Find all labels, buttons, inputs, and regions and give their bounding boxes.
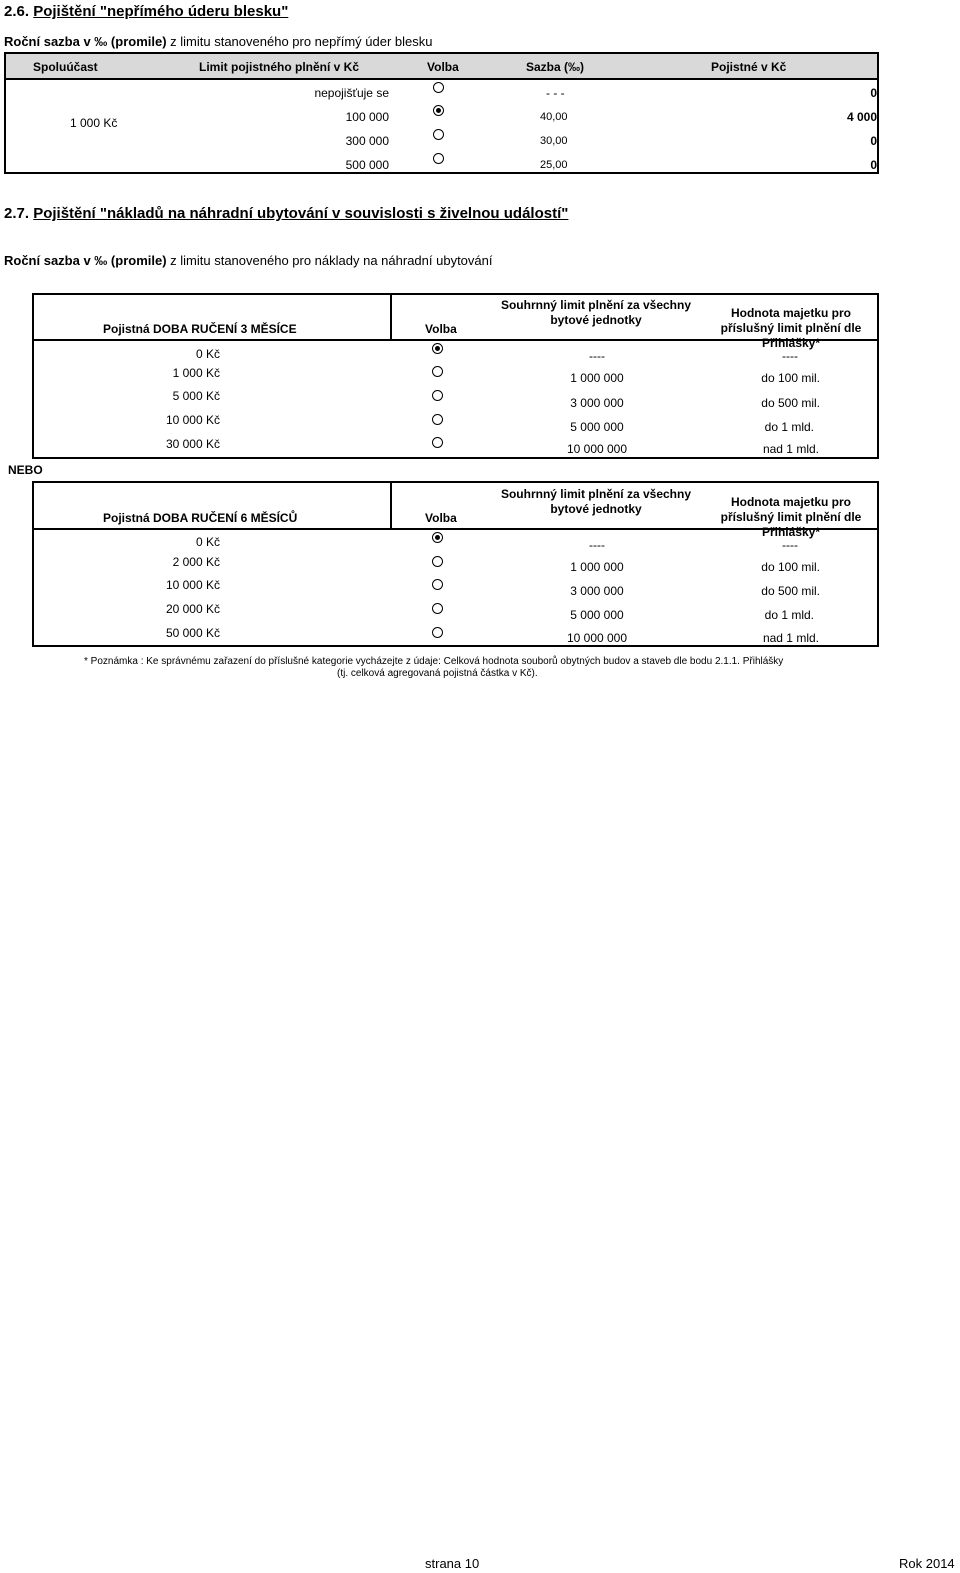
doba-cell: 10 000 Kč bbox=[165, 578, 220, 592]
header-pojistne: Pojistné v Kč bbox=[711, 60, 787, 74]
subtitle-rest: z limitu stanoveného pro náklady na náhradní ubytování bbox=[166, 253, 493, 268]
hodnota-cell: ---- bbox=[782, 538, 798, 552]
hodnota-cell: do 1 mld. bbox=[764, 420, 814, 434]
column-divider bbox=[390, 293, 392, 340]
header-sazba: Sazba (‰) bbox=[526, 60, 585, 74]
sazba-cell: 25,00 bbox=[540, 159, 568, 171]
header-doba: Pojistná DOBA RUČENÍ 6 MĚSÍCŮ bbox=[103, 511, 298, 525]
doba-cell: 1 000 Kč bbox=[172, 366, 220, 380]
volba-radio[interactable] bbox=[432, 579, 443, 590]
header-limit: Limit pojistného plnění v Kč bbox=[199, 60, 360, 74]
footnote-line-1: * Poznámka : Ke správnému zařazení do příslušné kategorie vycházejte z údaje: Celková hodnota souborů obytných budov a staveb dle bodu 2.1.1. Přihlášky bbox=[84, 656, 784, 667]
header-hodnota: Hodnota majetku pro příslušný limit plnění dle Přihlášky* bbox=[720, 306, 862, 350]
volba-radio[interactable] bbox=[433, 82, 444, 93]
section-number: 2.7. bbox=[4, 205, 30, 222]
souhrn-cell: 5 000 000 bbox=[570, 420, 624, 434]
document-year: Rok 2014 bbox=[899, 1556, 955, 1571]
footnote-line-2: (tj. celková agregovaná pojistná částka v Kč). bbox=[337, 668, 538, 679]
souhrn-cell: ---- bbox=[589, 538, 605, 552]
hodnota-cell: do 1 mld. bbox=[764, 608, 814, 622]
subtitle-bold: Roční sazba v ‰ (promile) bbox=[4, 253, 167, 268]
limit-cell: nepojišťuje se bbox=[314, 86, 389, 100]
souhrn-cell: 5 000 000 bbox=[570, 608, 624, 622]
spoluucast-value: 1 000 Kč bbox=[70, 116, 118, 130]
hodnota-cell: ---- bbox=[782, 349, 798, 363]
volba-radio-selected[interactable] bbox=[432, 532, 443, 543]
header-souhrn: Souhrnný limit plnění za všechny bytové jednotky bbox=[500, 298, 692, 327]
hodnota-cell: nad 1 mld. bbox=[762, 442, 819, 456]
souhrn-cell: 3 000 000 bbox=[570, 396, 624, 410]
souhrn-cell: ---- bbox=[589, 349, 605, 363]
hodnota-cell: nad 1 mld. bbox=[762, 631, 819, 645]
doba-cell: 0 Kč bbox=[195, 535, 220, 549]
subtitle-bold: Roční sazba v ‰ (promile) bbox=[4, 34, 167, 49]
section-2-7-subtitle bbox=[4, 253, 492, 268]
doba-cell: 50 000 Kč bbox=[165, 626, 220, 640]
column-divider bbox=[390, 481, 392, 529]
volba-radio[interactable] bbox=[432, 414, 443, 425]
header-volba: Volba bbox=[425, 511, 457, 525]
souhrn-cell: 1 000 000 bbox=[570, 371, 624, 385]
souhrn-cell: 3 000 000 bbox=[570, 584, 624, 598]
souhrn-cell: 10 000 000 bbox=[566, 442, 628, 456]
pojistne-cell: 0 bbox=[870, 134, 877, 148]
header-hodnota: Hodnota majetku pro příslušný limit plnění dle Přihlášky* bbox=[720, 495, 862, 539]
section-2-7-heading bbox=[4, 205, 568, 222]
volba-radio[interactable] bbox=[432, 603, 443, 614]
pojistne-cell: 4 000 bbox=[846, 110, 877, 124]
pojistne-cell: 0 bbox=[870, 86, 877, 100]
volba-radio[interactable] bbox=[433, 153, 444, 164]
doba-cell: 10 000 Kč bbox=[165, 413, 220, 427]
doba-cell: 30 000 Kč bbox=[165, 437, 220, 451]
section-title: Pojištění "nákladů na náhradní ubytování v souvislosti s živelnou událostí" bbox=[33, 205, 569, 222]
section-number: 2.6. bbox=[4, 3, 30, 20]
volba-radio[interactable] bbox=[432, 390, 443, 401]
volba-radio[interactable] bbox=[432, 627, 443, 638]
volba-radio-selected[interactable] bbox=[433, 105, 444, 116]
volba-radio[interactable] bbox=[432, 437, 443, 448]
section-2-6-subtitle bbox=[4, 34, 432, 49]
hodnota-cell: do 100 mil. bbox=[761, 371, 820, 385]
header-doba: Pojistná DOBA RUČENÍ 3 MĚSÍCE bbox=[103, 322, 297, 336]
doba-cell: 2 000 Kč bbox=[172, 555, 220, 569]
limit-cell: 100 000 bbox=[345, 110, 389, 124]
sazba-cell: 40,00 bbox=[540, 111, 568, 123]
limit-cell: 500 000 bbox=[345, 158, 389, 172]
header-souhrn: Souhrnný limit plnění za všechny bytové jednotky bbox=[500, 487, 692, 516]
section-2-6-heading bbox=[4, 3, 288, 20]
volba-radio[interactable] bbox=[432, 556, 443, 567]
doba-cell: 20 000 Kč bbox=[165, 602, 220, 616]
doba-cell: 0 Kč bbox=[195, 347, 220, 361]
or-label: NEBO bbox=[8, 463, 43, 477]
header-spoluucast: Spoluúčast bbox=[33, 60, 98, 74]
header-volba: Volba bbox=[427, 60, 459, 74]
subtitle-rest: z limitu stanoveného pro nepřímý úder blesku bbox=[166, 34, 433, 49]
hodnota-cell: do 100 mil. bbox=[761, 560, 820, 574]
header-volba: Volba bbox=[425, 322, 457, 336]
limit-cell: 300 000 bbox=[345, 134, 389, 148]
hodnota-cell: do 500 mil. bbox=[761, 396, 820, 410]
volba-radio-selected[interactable] bbox=[432, 343, 443, 354]
pojistne-cell: 0 bbox=[870, 158, 877, 172]
sazba-cell: - - - bbox=[546, 86, 565, 100]
page-number: strana 10 bbox=[425, 1556, 480, 1571]
volba-radio[interactable] bbox=[433, 129, 444, 140]
souhrn-cell: 10 000 000 bbox=[566, 631, 628, 645]
souhrn-cell: 1 000 000 bbox=[570, 560, 624, 574]
section-title: Pojištění "nepřímého úderu blesku" bbox=[33, 3, 289, 20]
sazba-cell: 30,00 bbox=[540, 135, 568, 147]
doba-cell: 5 000 Kč bbox=[172, 389, 220, 403]
hodnota-cell: do 500 mil. bbox=[761, 584, 820, 598]
volba-radio[interactable] bbox=[432, 366, 443, 377]
